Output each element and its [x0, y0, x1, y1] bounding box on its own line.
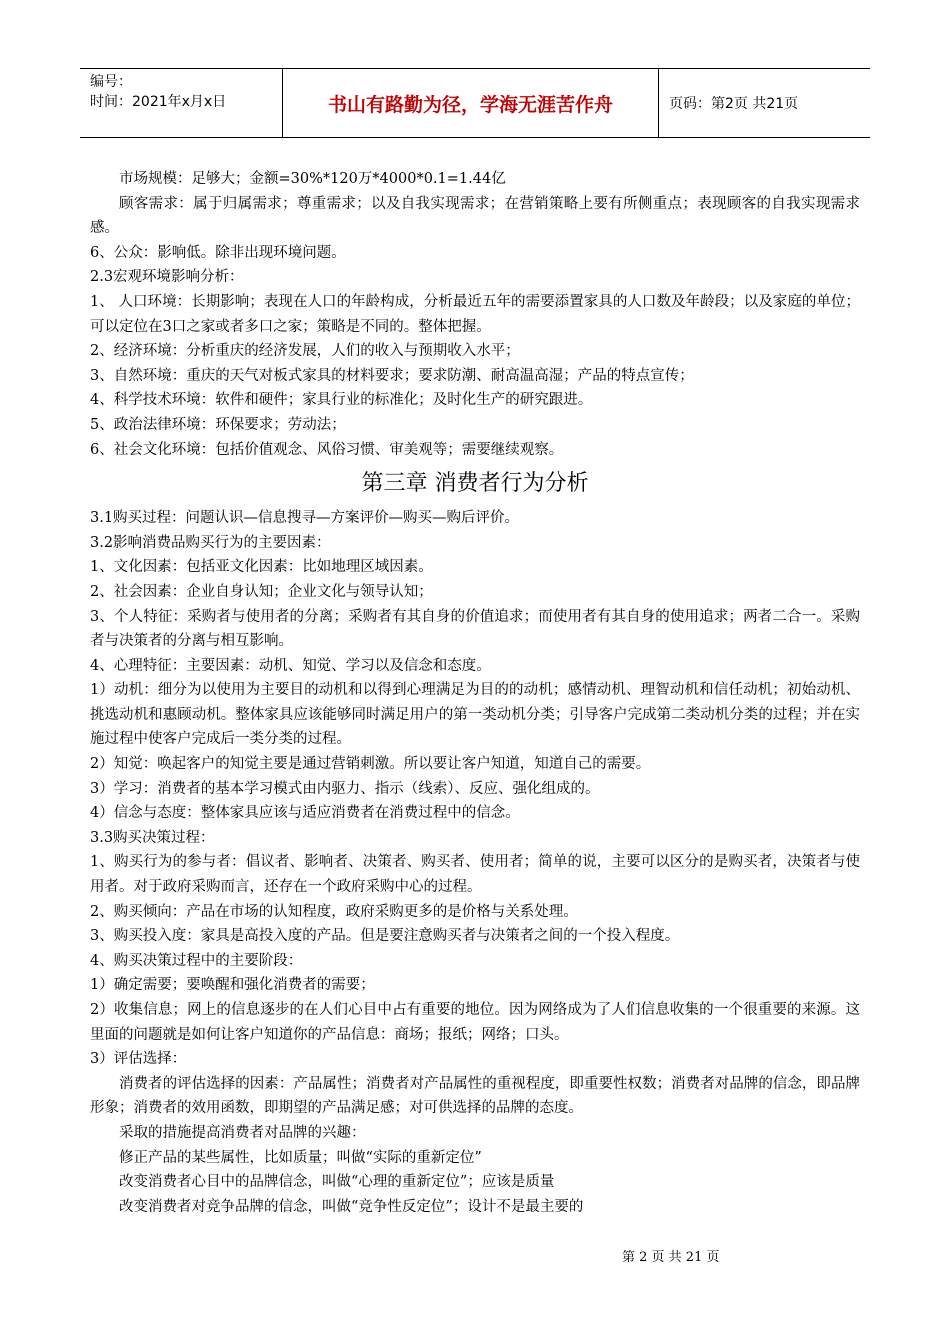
page-header [80, 68, 870, 138]
chapter-title: 第三章 消费者行为分析 [361, 471, 589, 497]
paragraph: 2、经济环境：分析重庆的经济发展，人们的收入与预期收入水平； [90, 343, 520, 360]
paragraph: 2）知觉：唤起客户的知觉主要是通过营销刺激。所以要让客户知道，知道自己的需要。 [90, 756, 651, 773]
paragraph: 2）收集信息；网上的信息逐步的在人们心目中占有重要的地位。因为网络成为了人们信息收集的一个很重要的来源。这里面的问题就是如何让客户知道你的产品信息：商场；报纸；网络；口头。 [90, 1002, 860, 1043]
paragraph: 6、社会文化环境：包括价值观念、风俗习惯、审美观等；需要继续观察。 [90, 441, 564, 458]
paragraph: 1、 人口环境：长期影响；表现在人口的年龄构成，分析最近五年的需要添置家具的人口数及年龄段；以及家庭的单位；可以定位在3口之家或者多口之家；策略是不同的。整体把握。 [90, 293, 860, 335]
section-heading: 2.3宏观环境影响分析： [90, 269, 244, 286]
document-date-label: 时间：2021年x月x日 [90, 94, 227, 110]
paragraph: 5、政治法律环境：环保要求；劳动法； [90, 416, 346, 433]
header-page-label: 页码：第2页 共21页 [669, 96, 799, 112]
section-heading: 3.3购买决策过程： [90, 829, 215, 846]
paragraph: 4、心理特征：主要因素：动机、知觉、学习以及信念和态度。 [90, 657, 491, 674]
paragraph: 4、购买决策过程中的主要阶段： [90, 952, 303, 969]
header-left-cell [80, 69, 283, 137]
paragraph: 修正产品的某些属性，比如质量；叫做“实际的重新定位” [119, 1149, 482, 1166]
document-number-label: 编号： [90, 74, 132, 90]
paragraph: 4）信念与态度：整体家具应该与适应消费者在消费过程中的信念。 [90, 805, 520, 822]
paragraph: 顾客需求：属于归属需求；尊重需求；以及自我实现需求；在营销策略上要有所侧重点；表现顾客的自我实现需求感。 [90, 195, 860, 237]
paragraph: 3）学习：消费者的基本学习模式由内驱力、指示（线索）、反应、强化组成的。 [90, 780, 600, 797]
paragraph: 4、科学技术环境：软件和硬件；家具行业的标准化；及时化生产的研究跟进。 [90, 392, 593, 409]
paragraph: 3、个人特征：采购者与使用者的分离；采购者有其自身的价值追求；而使用者有其自身的使用追求；两者二合一。采购者与决策者的分离与相互影响。 [90, 608, 860, 650]
paragraph: 改变消费者对竞争品牌的信念，叫做“竞争性反定位”；设计不是最主要的 [119, 1198, 584, 1215]
paragraph: 消费者的评估选择的因素：产品属性；消费者对产品属性的重视程度，即重要性权数；消费者对品牌的信念，即品牌形象；消费者的效用函数，即期望的产品满足感；对可供选择的品牌的态度。 [90, 1075, 860, 1117]
section-heading: 3.2影响消费品购买行为的主要因素： [90, 534, 331, 551]
paragraph: 3）评估选择： [90, 1051, 187, 1068]
paragraph: 2、购买倾向：产品在市场的认知程度，政府采购更多的是价格与关系处理。 [90, 903, 578, 920]
paragraph: 市场规模：足够大；金额=30%*120万*4000*0.1=1.44亿 [119, 171, 506, 187]
paragraph: 1）确定需要；要唤醒和强化消费者的需要； [90, 977, 375, 994]
page-footer: 第 2 页 共 21 页 [622, 1250, 720, 1265]
paragraph: 改变消费者心目中的品牌信念，叫做“心理的重新定位”；应该是质量 [119, 1174, 555, 1191]
paragraph: 3、自然环境：重庆的天气对板式家具的材料要求；要求防潮、耐高温高湿；产品的特点宣传； [90, 367, 694, 384]
paragraph: 1）动机：细分为以使用为主要目的动机和以得到心理满足为目的的动机；感情动机、理智动机和信任动机；初始动机、挑选动机和惠顾动机。整体家具应该能够同时满足用户的第一类动机分类；引导客户完成第二类动机分类的过程；并在实施过程中使客户完成后一类分类的过程。 [90, 682, 860, 748]
section-heading: 3.1购买过程：问题认识—信息搜寻—方案评价—购买—购后评价。 [90, 510, 520, 527]
document-body [90, 167, 860, 1219]
header-motto: 书山有路勤为径，学海无涯苦作舟 [283, 69, 659, 137]
paragraph: 6、公众：影响低。除非出现环境问题。 [90, 244, 346, 261]
paragraph: 1、购买行为的参与者：倡议者、影响者、决策者、购买者、使用者；简单的说，主要可以区分的是购买者，决策者与使用者。对于政府采购而言，还存在一个政府采购中心的过程。 [90, 854, 860, 896]
paragraph: 采取的措施提高消费者对品牌的兴趣： [119, 1124, 366, 1141]
paragraph: 2、社会因素：企业自身认知；企业文化与领导认知； [90, 583, 433, 600]
paragraph: 1、文化因素：包括亚文化因素：比如地理区域因素。 [90, 559, 433, 576]
paragraph: 3、购买投入度：家具是高投入度的产品。但是要注意购买者与决策者之间的一个投入程度。 [90, 928, 680, 945]
